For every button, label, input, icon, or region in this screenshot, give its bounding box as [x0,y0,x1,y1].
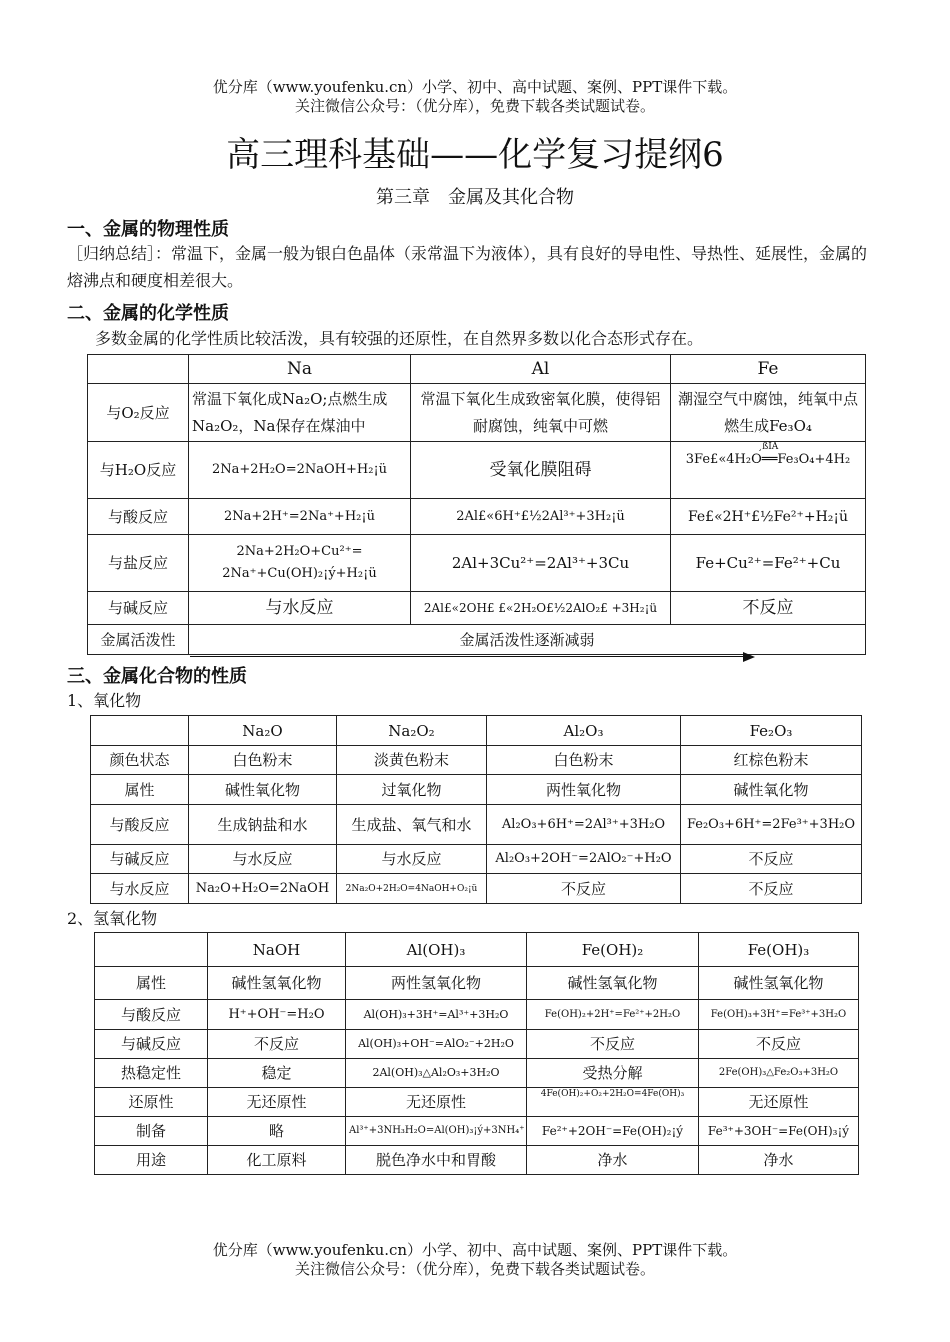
table-cell: 碱性氧化物 [189,775,337,805]
row-label: 与碱反应 [88,592,189,625]
oxides-heading: 1、氧化物 [67,691,142,710]
table-cell: H⁺+OH⁻=H₂O [208,1000,346,1030]
row-label: 与H₂O反应 [88,442,189,499]
row-label: 用途 [95,1146,208,1175]
table-cell: 2Fe(OH)₃△Fe₂O₃+3H₂O [699,1059,859,1088]
footer-line-1: 优分库（www.youfenku.cn）小学、初中、高中试题、案例、PPT课件下载。 [212,1241,738,1259]
row-label: 与O₂反应 [88,384,189,442]
section-2-heading: 二、金属的化学性质 [67,303,229,324]
table-cell: Fe(OH)₃+3H⁺=Fe³⁺+3H₂O [699,1000,859,1030]
table-header-cell: Fe(OH)₃ [699,933,859,967]
table-cell: Na₂O+H₂O=2NaOH [189,874,337,904]
section-3-heading: 三、金属化合物的性质 [67,666,247,687]
table-header-cell: Na [189,355,411,384]
table-row [91,775,862,805]
table-cell: 净水 [527,1146,699,1175]
table-cell: 碱性氢氧化物 [208,967,346,1000]
table-cell: 两性氢氧化物 [346,967,527,1000]
table-row [95,1088,859,1117]
header-line-1: 优分库（www.youfenku.cn）小学、初中、高中试题、案例、PPT课件下载。 [212,78,738,96]
table-row [91,845,862,874]
reaction-line-1: 2Na+2H₂O+Cu²⁺= [236,544,363,559]
table-header-row [91,716,862,746]
table-row [88,442,866,499]
table-cell: Al₂O₃+2OH⁻=2AlO₂⁻+H₂O [487,845,681,874]
table-cell: 常温下氧化生成致密氧化膜，使得铝耐腐蚀，纯氧中可燃 [411,384,671,442]
table-cell: 常温下氧化成Na₂O;点燃生成Na₂O₂，Na保存在煤油中 [189,384,411,442]
table-cell: 无还原性 [346,1088,527,1117]
table-row [95,967,859,1000]
table-cell: 不反应 [699,1030,859,1059]
table-row [88,384,866,442]
row-label: 与水反应 [91,874,189,904]
table-cell: Al(OH)₃+OH⁻=AlO₂⁻+2H₂O [346,1030,527,1059]
arrow-head-icon [743,652,755,662]
table-row [88,535,866,592]
table-cell: 2Al(OH)₃△Al₂O₃+3H₂O [346,1059,527,1088]
table-cell: 净水 [699,1146,859,1175]
hydroxides-table [94,932,859,1175]
table-cell: 淡黄色粉末 [337,746,487,775]
row-label: 热稳定性 [95,1059,208,1088]
table-header-cell: NaOH [208,933,346,967]
table-header-cell: Al(OH)₃ [346,933,527,967]
table-cell: 2Na+2H₂O=2NaOH+H₂¡ü [189,442,411,499]
table-row [88,499,866,535]
table-cell: 2Al£«6H⁺£½2Al³⁺+3H₂¡ü [411,499,671,535]
table-cell: 与水反应 [189,592,411,625]
table-row [91,874,862,904]
row-label: 制备 [95,1117,208,1146]
table-cell: 不反应 [208,1030,346,1059]
header-line-2: 关注微信公众号：（优分库），免费下载各类试题试卷。 [294,97,655,115]
table-cell: Fe₂O₃+6H⁺=2Fe³⁺+3H₂O [681,805,862,845]
table-cell: 不反应 [681,874,862,904]
table-cell: Fe(OH)₂+2H⁺=Fe²⁺+2H₂O [527,1000,699,1030]
table-cell: 2Na+2H⁺=2Na⁺+H₂¡ü [189,499,411,535]
table-cell: 白色粉末 [189,746,337,775]
table-cell: 不反应 [671,592,866,625]
table-cell: 潮湿空气中腐蚀，纯氧中点燃生成Fe₃O₄ [671,384,866,442]
activity-trend-text: 金属活泼性逐渐减弱 [459,630,595,649]
table-cell: 碱性氧化物 [681,775,862,805]
table-row [88,592,866,625]
table-cell: 2Al£«2OH£ £«2H₂O£½2AlO₂£ +3H₂¡ü [411,592,671,625]
table-cell: Fe+Cu²⁺=Fe²⁺+Cu [671,535,866,592]
table-cell: 白色粉末 [487,746,681,775]
table-cell: Al(OH)₃+3H⁺=Al³⁺+3H₂O [346,1000,527,1030]
table-cell: 无还原性 [699,1088,859,1117]
reaction-equation: 3Fe£«4H₂O══Fe₃O₄+4H₂ [685,452,851,467]
row-label: 属性 [95,967,208,1000]
row-label: 与碱反应 [95,1030,208,1059]
table-cell [671,442,866,499]
section-1-heading: 一、金属的物理性质 [67,219,229,240]
row-label: 颜色状态 [91,746,189,775]
table-cell [95,933,208,967]
table-header-row [88,355,866,384]
table-cell: 两性氧化物 [487,775,681,805]
metal-properties-table [87,354,866,655]
page-title: 高三理科基础——化学复习提纲6 [226,135,724,175]
row-label: 与酸反应 [95,1000,208,1030]
table-cell: 2Na₂O+2H₂O=4NaOH+O₂¡ü [337,874,487,904]
table-cell: 与水反应 [189,845,337,874]
table-cell [91,716,189,746]
reaction-condition: ¸ßÎÂ [757,442,779,452]
section-2-text: 多数金属的化学性质比较活泼，具有较强的还原性，在自然界多数以化合态形式存在。 [95,329,704,348]
table-row [91,746,862,775]
row-label: 金属活泼性 [88,625,189,655]
table-cell: 受热分解 [527,1059,699,1088]
hydroxides-heading: 2、氢氧化物 [67,909,158,928]
table-cell: Al₂O₃+6H⁺=2Al³⁺+3H₂O [487,805,681,845]
table-cell [189,535,411,592]
row-label: 与碱反应 [91,845,189,874]
table-header-cell: Al₂O₃ [487,716,681,746]
table-cell: 无还原性 [208,1088,346,1117]
table-row [88,625,866,655]
table-cell: 碱性氢氧化物 [699,967,859,1000]
footer-line-2: 关注微信公众号：（优分库），免费下载各类试题试卷。 [294,1260,655,1278]
table-cell: 碱性氢氧化物 [527,967,699,1000]
table-cell: 不反应 [681,845,862,874]
table-cell [88,355,189,384]
table-cell: Fe£«2H⁺£½Fe²⁺+H₂¡ü [671,499,866,535]
table-row [95,1059,859,1088]
table-header-row [95,933,859,967]
table-cell: 不反应 [487,874,681,904]
row-label: 与酸反应 [88,499,189,535]
table-cell: 红棕色粉末 [681,746,862,775]
table-row [95,1000,859,1030]
reaction-line-2: 2Na⁺+Cu(OH)₂¡ý+H₂¡ü [222,566,377,581]
table-cell: 生成钠盐和水 [189,805,337,845]
table-row [95,1117,859,1146]
table-row [91,805,862,845]
table-header-cell: Na₂O [189,716,337,746]
row-label: 属性 [91,775,189,805]
section-1-text: ［归纳总结］：常温下，金属一般为银白色晶体（汞常温下为液体），具有良好的导电性、导热性、延展性，金属的熔沸点和硬度相差很大。 [67,244,868,290]
table-cell: 化工原料 [208,1146,346,1175]
activity-trend-cell [189,625,866,655]
table-header-cell: Fe₂O₃ [681,716,862,746]
row-label: 还原性 [95,1088,208,1117]
table-cell: 2Al+3Cu²⁺=2Al³⁺+3Cu [411,535,671,592]
table-header-cell: Al [411,355,671,384]
chapter-subtitle: 第三章 金属及其化合物 [376,187,574,208]
table-header-cell: Fe(OH)₂ [527,933,699,967]
row-label: 与酸反应 [91,805,189,845]
table-cell: 略 [208,1117,346,1146]
activity-arrow-line [190,656,745,657]
table-cell: 受氧化膜阻碍 [411,442,671,499]
table-cell: 生成盐、氧气和水 [337,805,487,845]
table-cell: 4Fe(OH)₂+O₂+2H₂O=4Fe(OH)₃ [527,1088,699,1117]
table-cell: Fe³⁺+3OH⁻=Fe(OH)₃¡ý [699,1117,859,1146]
table-header-cell: Fe [671,355,866,384]
table-cell: Al³⁺+3NH₃H₂O=Al(OH)₃¡ý+3NH₄⁺ [346,1117,527,1146]
table-row [95,1146,859,1175]
table-cell: Fe²⁺+2OH⁻=Fe(OH)₂¡ý [527,1117,699,1146]
table-cell: 脱色净水中和胃酸 [346,1146,527,1175]
table-row [95,1030,859,1059]
table-header-cell: Na₂O₂ [337,716,487,746]
table-cell: 不反应 [527,1030,699,1059]
row-label: 与盐反应 [88,535,189,592]
table-cell: 与水反应 [337,845,487,874]
table-cell: 稳定 [208,1059,346,1088]
oxides-table [90,715,862,904]
table-cell: 过氧化物 [337,775,487,805]
